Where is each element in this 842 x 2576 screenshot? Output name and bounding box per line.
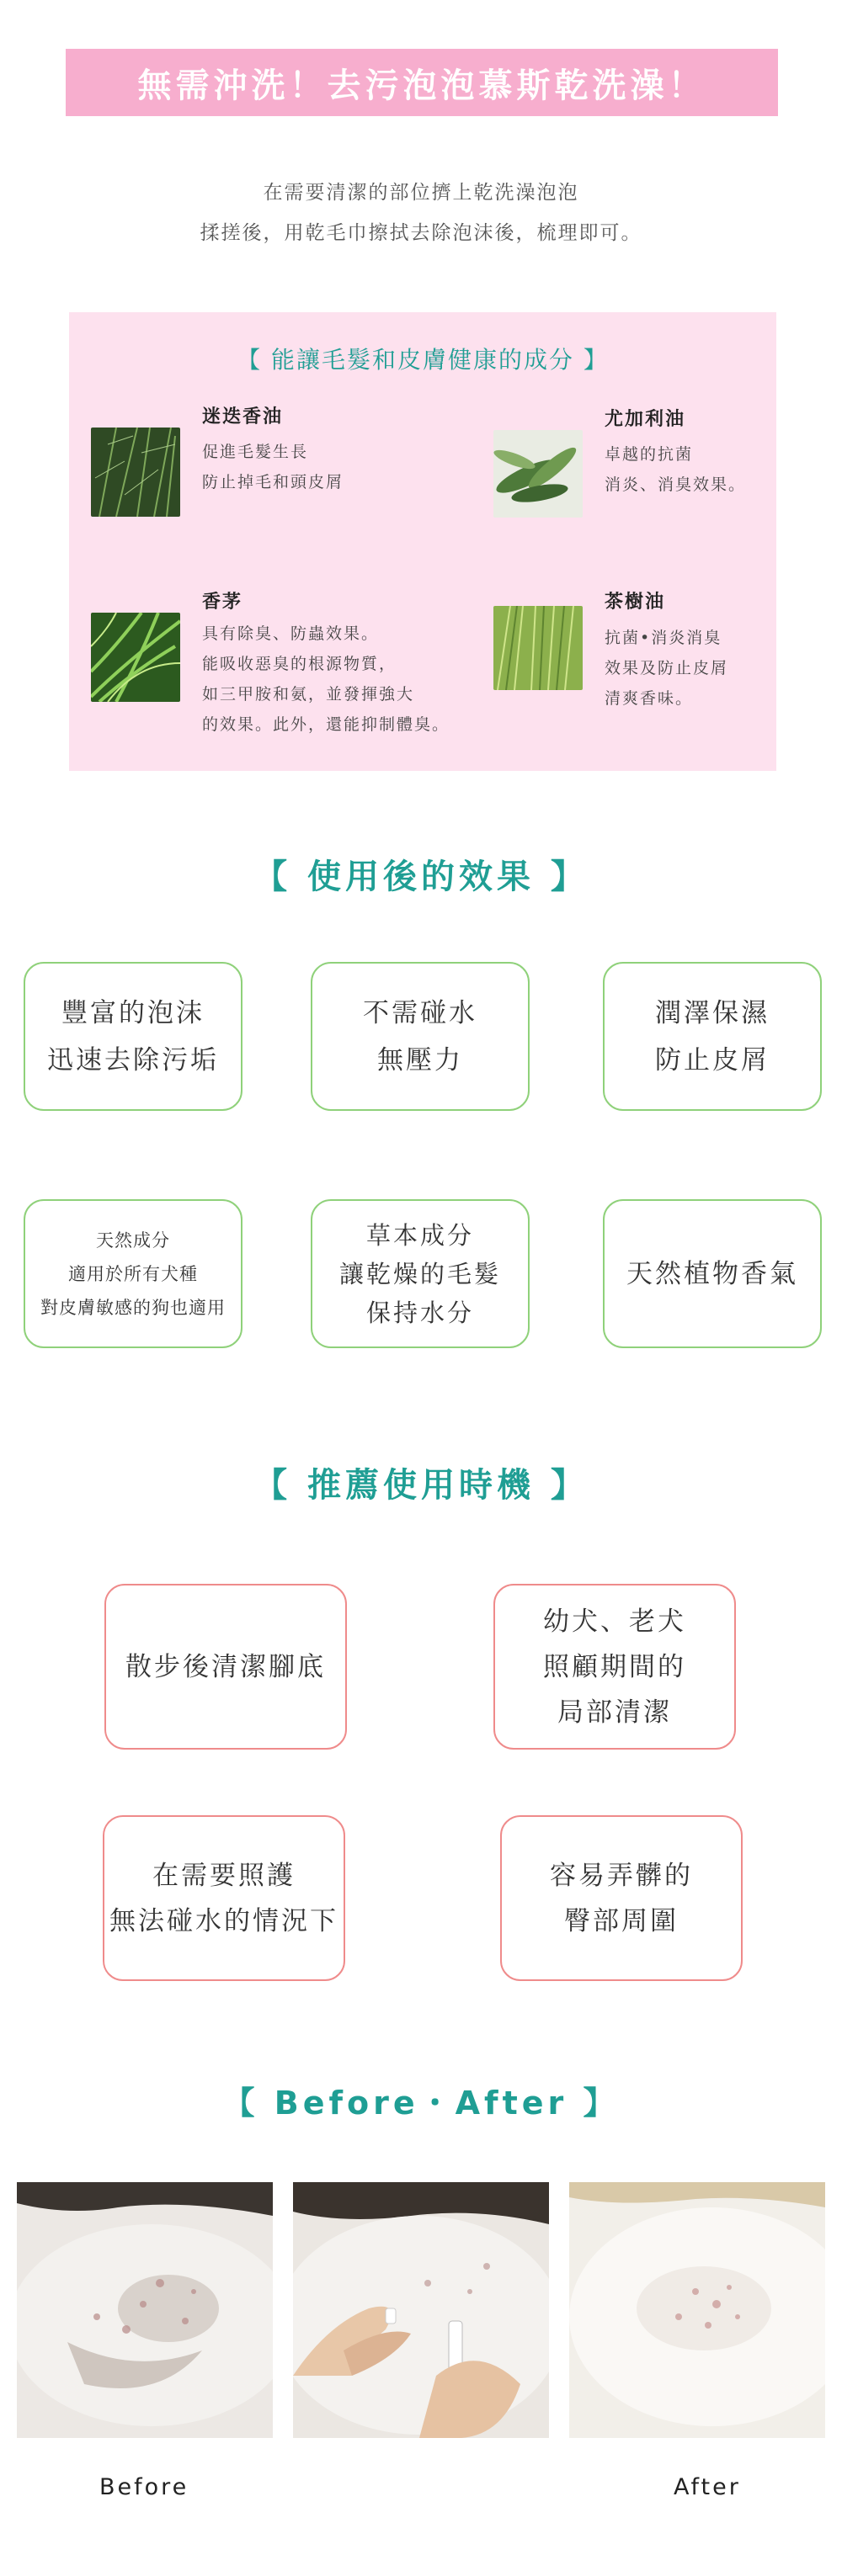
effect-box-natural: 天然成分 適用於所有犬種 對皮膚敏感的狗也適用 bbox=[24, 1199, 242, 1348]
ingredients-title: 【 能讓毛髮和皮膚健康的成分 】 bbox=[237, 346, 609, 374]
effect-box-moisture: 潤澤保濕 防止皮屑 bbox=[603, 962, 822, 1111]
cleaning-photo bbox=[293, 2182, 549, 2438]
eucalyptus-photo bbox=[493, 430, 583, 518]
effect-box-no-water: 不需碰水 無壓力 bbox=[311, 962, 530, 1111]
ingredients-panel bbox=[69, 312, 776, 771]
effect-box-scent: 天然植物香氣 bbox=[603, 1199, 822, 1348]
intro-line-2: 揉搓後，用乾毛巾擦拭去除泡沫後，梳理即可。 bbox=[200, 222, 642, 244]
timing-title: 【 推薦使用時機 】 bbox=[253, 1466, 589, 1505]
effect-box-foam: 豐富的泡沫 迅速去除污垢 bbox=[24, 962, 242, 1111]
dirty-fur-photo bbox=[17, 2182, 273, 2438]
ingredient-name-rosemary: 迷迭香油 bbox=[202, 406, 284, 428]
clean-fur-photo bbox=[569, 2182, 825, 2438]
before-after-title: 【 Before・After 】 bbox=[222, 2085, 620, 2122]
timing-box-care: 在需要照護 無法碰水的情況下 bbox=[103, 1815, 345, 1981]
ingredient-desc-tea-tree: 抗菌•消炎消臭 效果及防止皮屑 清爽香味。 bbox=[605, 629, 729, 708]
tea-tree-photo bbox=[493, 606, 583, 690]
timing-box-rear: 容易弄髒的 臀部周圍 bbox=[500, 1815, 743, 1981]
rosemary-photo bbox=[91, 428, 180, 517]
timing-box-puppy-senior: 幼犬、老犬 照顧期間的 局部清潔 bbox=[493, 1584, 736, 1750]
intro-line-1: 在需要清潔的部位擠上乾洗澡泡泡 bbox=[263, 182, 579, 204]
effect-box-herbal: 草本成分 讓乾燥的毛髮 保持水分 bbox=[311, 1199, 530, 1348]
ingredient-name-eucalyptus: 尤加利油 bbox=[605, 409, 686, 430]
ingredient-desc-citronella: 具有除臭、防蟲效果。 能吸收惡臭的根源物質， 如三甲胺和氨，並發揮強大 的效果。此外，還能抑制體臭。 bbox=[202, 624, 450, 734]
ingredient-desc-eucalyptus: 卓越的抗菌 消炎、消臭效果。 bbox=[605, 445, 747, 494]
banner-title: 無需沖洗！去污泡泡慕斯乾洗澡！ bbox=[137, 66, 706, 105]
ingredient-name-citronella: 香茅 bbox=[202, 592, 243, 613]
after-label: After bbox=[674, 2474, 741, 2500]
effects-title: 【 使用後的效果 】 bbox=[253, 858, 589, 896]
ingredient-desc-rosemary: 促進毛髮生長 防止掉毛和頭皮屑 bbox=[202, 443, 344, 491]
title-banner bbox=[66, 49, 778, 116]
citronella-photo bbox=[91, 613, 180, 702]
before-label: Before bbox=[99, 2474, 189, 2500]
ingredient-name-tea-tree: 茶樹油 bbox=[605, 592, 666, 613]
timing-box-after-walk: 散步後清潔腳底 bbox=[104, 1584, 347, 1750]
